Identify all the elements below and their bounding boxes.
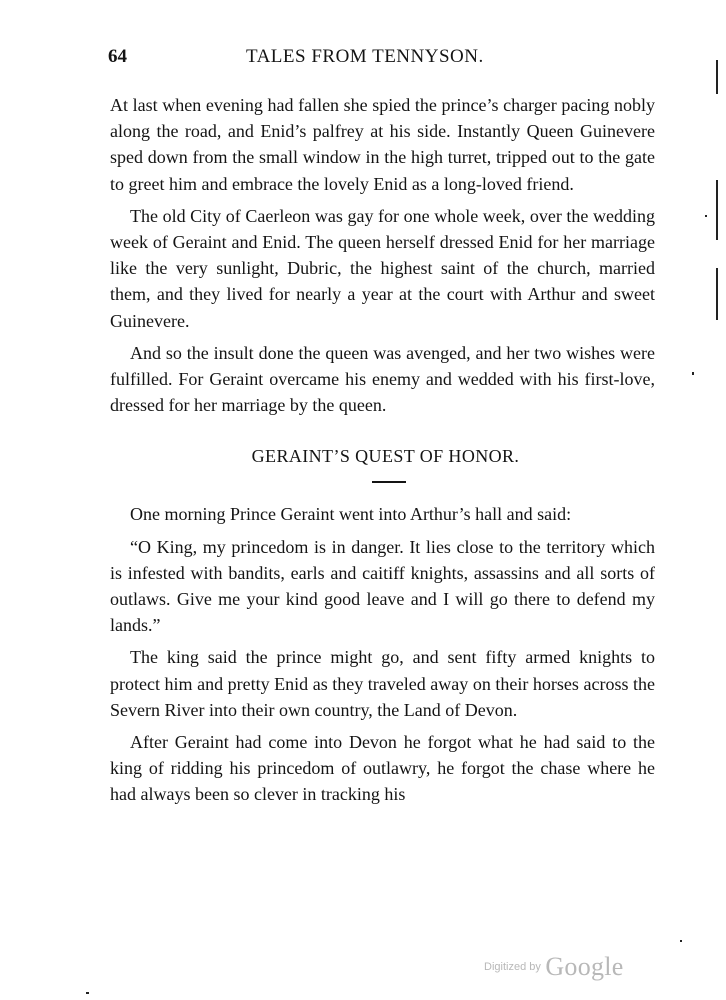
- paragraph-wedding-week: The old City of Caerleon was gay for one whole week, over the wedding week of Geraint and Enid. The queen herself dressed Enid for her marriage like the very sunlight, Dubric, the highest saint of the church, married them, and they lived for nearly a year at the court with Arthur and sweet Guinevere.: [110, 205, 655, 331]
- heading-rule: [372, 481, 406, 483]
- scan-edge-mark: [716, 180, 718, 240]
- paragraph-king-speech: “O King, my princedom is in danger. It lies close to the territory which is infested with bandits, earls and caitiff knights, assassins and all sorts of outlaws. Give me your kind good leave and I will go there to defend my lands.”: [110, 536, 655, 636]
- paragraph-insult-avenged: And so the insult done the queen was avenged, and her two wishes were fulfilled. For Geraint overcame his enemy and wedded with his first-love, dressed for her marriage by the queen.: [110, 342, 655, 416]
- scan-edge-mark: [716, 60, 718, 94]
- body-text: [110, 92, 655, 814]
- page-number: 64: [108, 46, 127, 67]
- running-title: TALES FROM TENNYSON.: [246, 46, 484, 67]
- paragraph-fifty-knights: The king said the prince might go, and sent fifty armed knights to protect him and pretty Enid as they traveled away on their horses across the Severn River into their own country, the Land of Devon.: [110, 647, 655, 720]
- scan-edge-mark: [716, 268, 718, 320]
- scan-speck: [705, 215, 707, 217]
- watermark-prefix: Digitized by: [484, 961, 541, 973]
- scan-speck: [680, 940, 682, 942]
- scan-speck: [86, 992, 89, 994]
- google-logo: Google: [545, 952, 624, 981]
- running-head: [108, 46, 656, 76]
- paragraph-geraint-forgot: After Geraint had come into Devon he forgot what he had said to the king of ridding his princedom of outlawry, he forgot the chase where he had always been so clever in tracking his: [110, 732, 655, 805]
- paragraph-arthurs-hall: One morning Prince Geraint went into Arthur’s hall and said:: [130, 504, 572, 525]
- scan-speck: [692, 372, 694, 375]
- digitized-watermark: [484, 952, 624, 982]
- section-heading: GERAINT’S QUEST OF HONOR.: [251, 446, 520, 467]
- paragraph-evening-arrival: At last when evening had fallen she spied the prince’s charger pacing nobly along the road, and Enid’s palfrey at his side. Instantly Queen Guinevere sped down from the small window in the high turret, tripped out to the gate to greet him and embrace the lovely Enid as a long-loved friend.: [110, 95, 655, 194]
